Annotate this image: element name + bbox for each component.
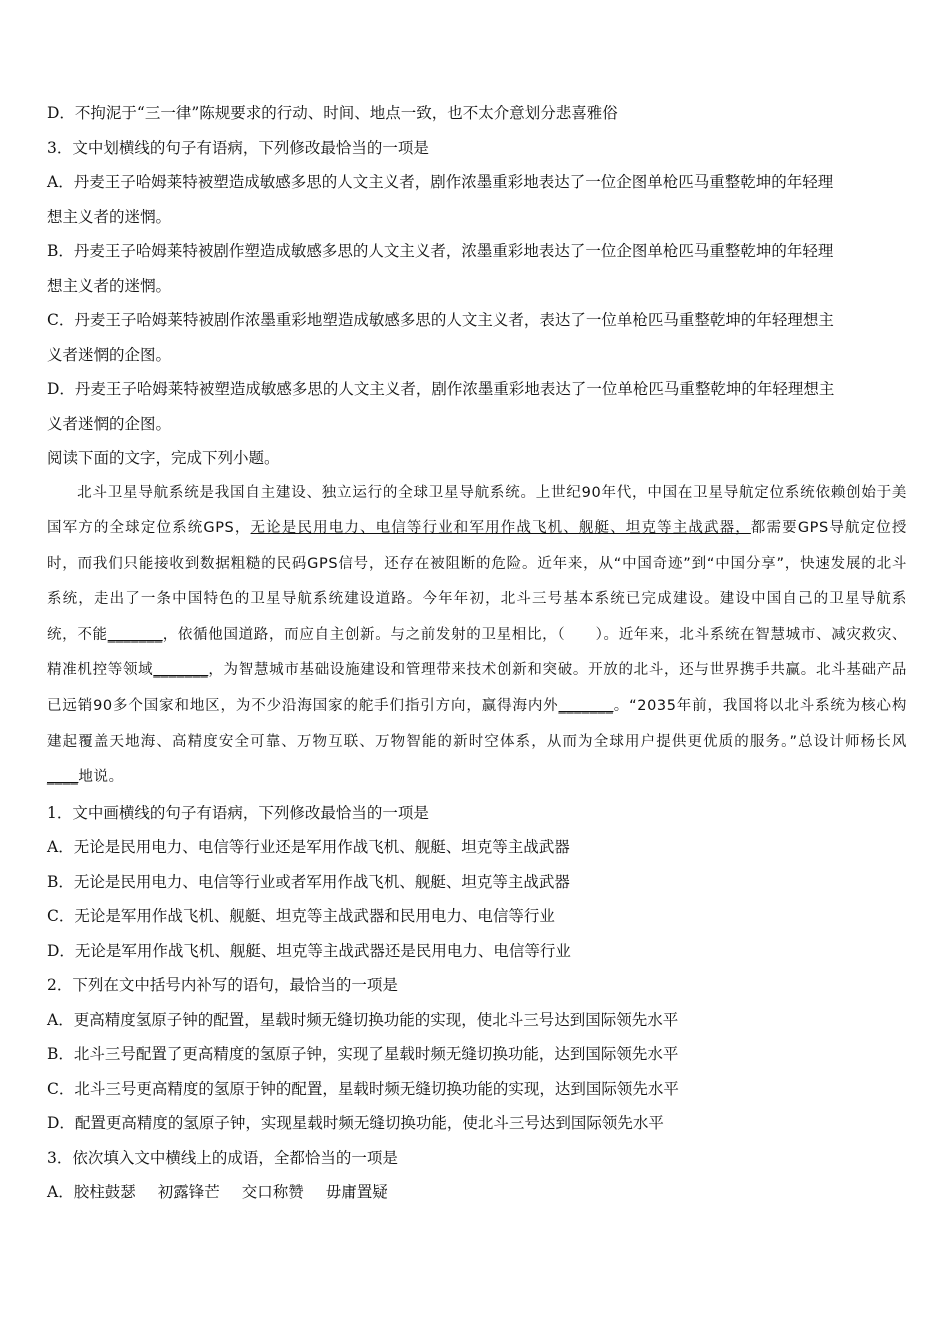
reading-passage [47, 476, 907, 796]
question-1-option-a: A．无论是民用电力、电信等行业还是军用作战飞机、舰艇、坦克等主战武器 [47, 838, 570, 857]
passage-text-4: ，为智慧城市基础设施建设和管理带来技术创新和突破。开放的北斗，还与世界携手共赢。北斗基础产品已远销90多个国家和地区，为不少沿海国家的舵手们指引方向，赢得海内外 [47, 662, 907, 715]
passage-text-2: 都需要GPS导航定位授时，而我们只能接收到数据粗糙的民码GPS信号，还存在被阻断的危险。近年来，从“中国奇迹”到“中国分享”，快速发展的北斗系统，走出了一条中国特色的卫星导航系统建设道路。今年年初，北斗三号基本系统已完成建设。建设中国自己的卫星导航系统，不能 [47, 520, 907, 643]
question-2-stem: 2．下列在文中括号内补写的语句，最恰当的一项是 [47, 976, 398, 995]
blank-3: _______ [558, 698, 614, 715]
prev-q3-option-c-line1: C．丹麦王子哈姆莱特被剧作浓墨重彩地塑造成敏感多思的人文主义者，表达了一位单枪匹马重整乾坤的年轻理想主 [47, 311, 834, 329]
question-3-stem: 3．依次填入文中横线上的成语，全都恰当的一项是 [47, 1148, 398, 1167]
question-1-option-c: C．无论是军用作战飞机、舰艇、坦克等主战武器和民用电力、电信等行业 [47, 907, 555, 926]
blank-2: _______ [153, 662, 209, 679]
question-1-option-b: B．无论是民用电力、电信等行业或者军用作战飞机、舰艇、坦克等主战武器 [47, 872, 570, 891]
exam-page [47, 96, 907, 1210]
prev-q3-option-c-line2: 义者迷惘的企图。 [47, 345, 172, 364]
question-2-option-a: A．更高精度氢原子钟的配置，星载时频无缝切换功能的实现，使北斗三号达到国际领先水平 [47, 1010, 679, 1029]
prev-q3-option-a-line1: A．丹麦王子哈姆莱特被塑造成敏感多思的人文主义者，剧作浓墨重彩地表达了一位企图单枪匹马重整乾坤的年轻理 [47, 173, 834, 191]
idiom-1: 胶柱鼓瑟 [73, 1183, 136, 1202]
underlined-sentence: 无论是民用电力、电信等行业和军用作战飞机、舰艇、坦克等主战武器， [250, 520, 751, 537]
passage-text-1: 北斗卫星导航系统是我国自主建设、独立运行的全球卫星导航系统。上世纪90年代，中国在卫星导航定位系统依赖创始于美国军方的全球定位系统GPS， [47, 484, 907, 537]
idiom-3: 交口称赞 [241, 1183, 304, 1202]
passage-text-6: 地说。 [78, 769, 124, 786]
prev-q3-option-b-line1: B．丹麦王子哈姆莱特被剧作塑造成敏感多思的人文主义者，浓墨重彩地表达了一位企图单枪匹马重整乾坤的年轻理 [47, 242, 834, 260]
passage-text-3: ，依循他国道路，而应自主创新。与之前发射的卫星相比，（ ）。近年来，北斗系统在智慧城市、减灾救灾、精准机控等领域 [47, 626, 908, 679]
prev-option-d: D．不拘泥于“三一律”陈规要求的行动、时间、地点一致，也不太介意划分悲喜雅俗 [47, 104, 618, 122]
question-2-option-c: C．北斗三号更高精度的氢原于钟的配置，星载时频无缝切换功能的实现，达到国际领先水平 [47, 1079, 679, 1098]
question-1-stem: 1．文中画横线的句子有语病，下列修改最恰当的一项是 [47, 803, 429, 822]
passage-text-5: 。“2035年前，我国将以北斗系统为核心构建起覆盖天地海、高精度安全可靠、万物互联、万物智能的新时空体系，从而为全球用户提供更优质的服务。”总设计师杨长风 [47, 698, 907, 750]
question-1-option-d: D．无论是军用作战飞机、舰艇、坦克等主战武器还是民用电力、电信等行业 [47, 941, 571, 960]
reading-intro: 阅读下面的文字，完成下列小题。 [47, 449, 280, 467]
question-2-option-b: B．北斗三号配置了更高精度的氢原子钟，实现了星载时频无缝切换功能，达到国际领先水平 [47, 1045, 679, 1064]
prev-q3-option-a-line2: 想主义者的迷惘。 [47, 207, 172, 226]
question-3-option-a [47, 1175, 907, 1210]
prev-q3-option-d-line1: D．丹麦王子哈姆莱特被塑造成敏感多思的人文主义者，剧作浓墨重彩地表达了一位单枪匹马重整乾坤的年轻理想主 [47, 380, 835, 398]
idiom-4: 毋庸置疑 [325, 1183, 388, 1202]
option-a-label: A． [47, 1183, 74, 1202]
blank-4: ____ [47, 769, 79, 786]
prev-q3-stem: 3．文中划横线的句子有语病，下列修改最恰当的一项是 [47, 138, 429, 157]
prev-q3-option-d-line2: 义者迷惘的企图。 [47, 414, 172, 433]
question-2-option-d: D．配置更高精度的氢原子钟，实现星载时频无缝切换功能，使北斗三号达到国际领先水平 [47, 1114, 664, 1133]
idiom-2: 初露锋芒 [157, 1183, 220, 1202]
prev-q3-option-b-line2: 想主义者的迷惘。 [47, 276, 172, 295]
blank-1: _______ [107, 626, 163, 643]
